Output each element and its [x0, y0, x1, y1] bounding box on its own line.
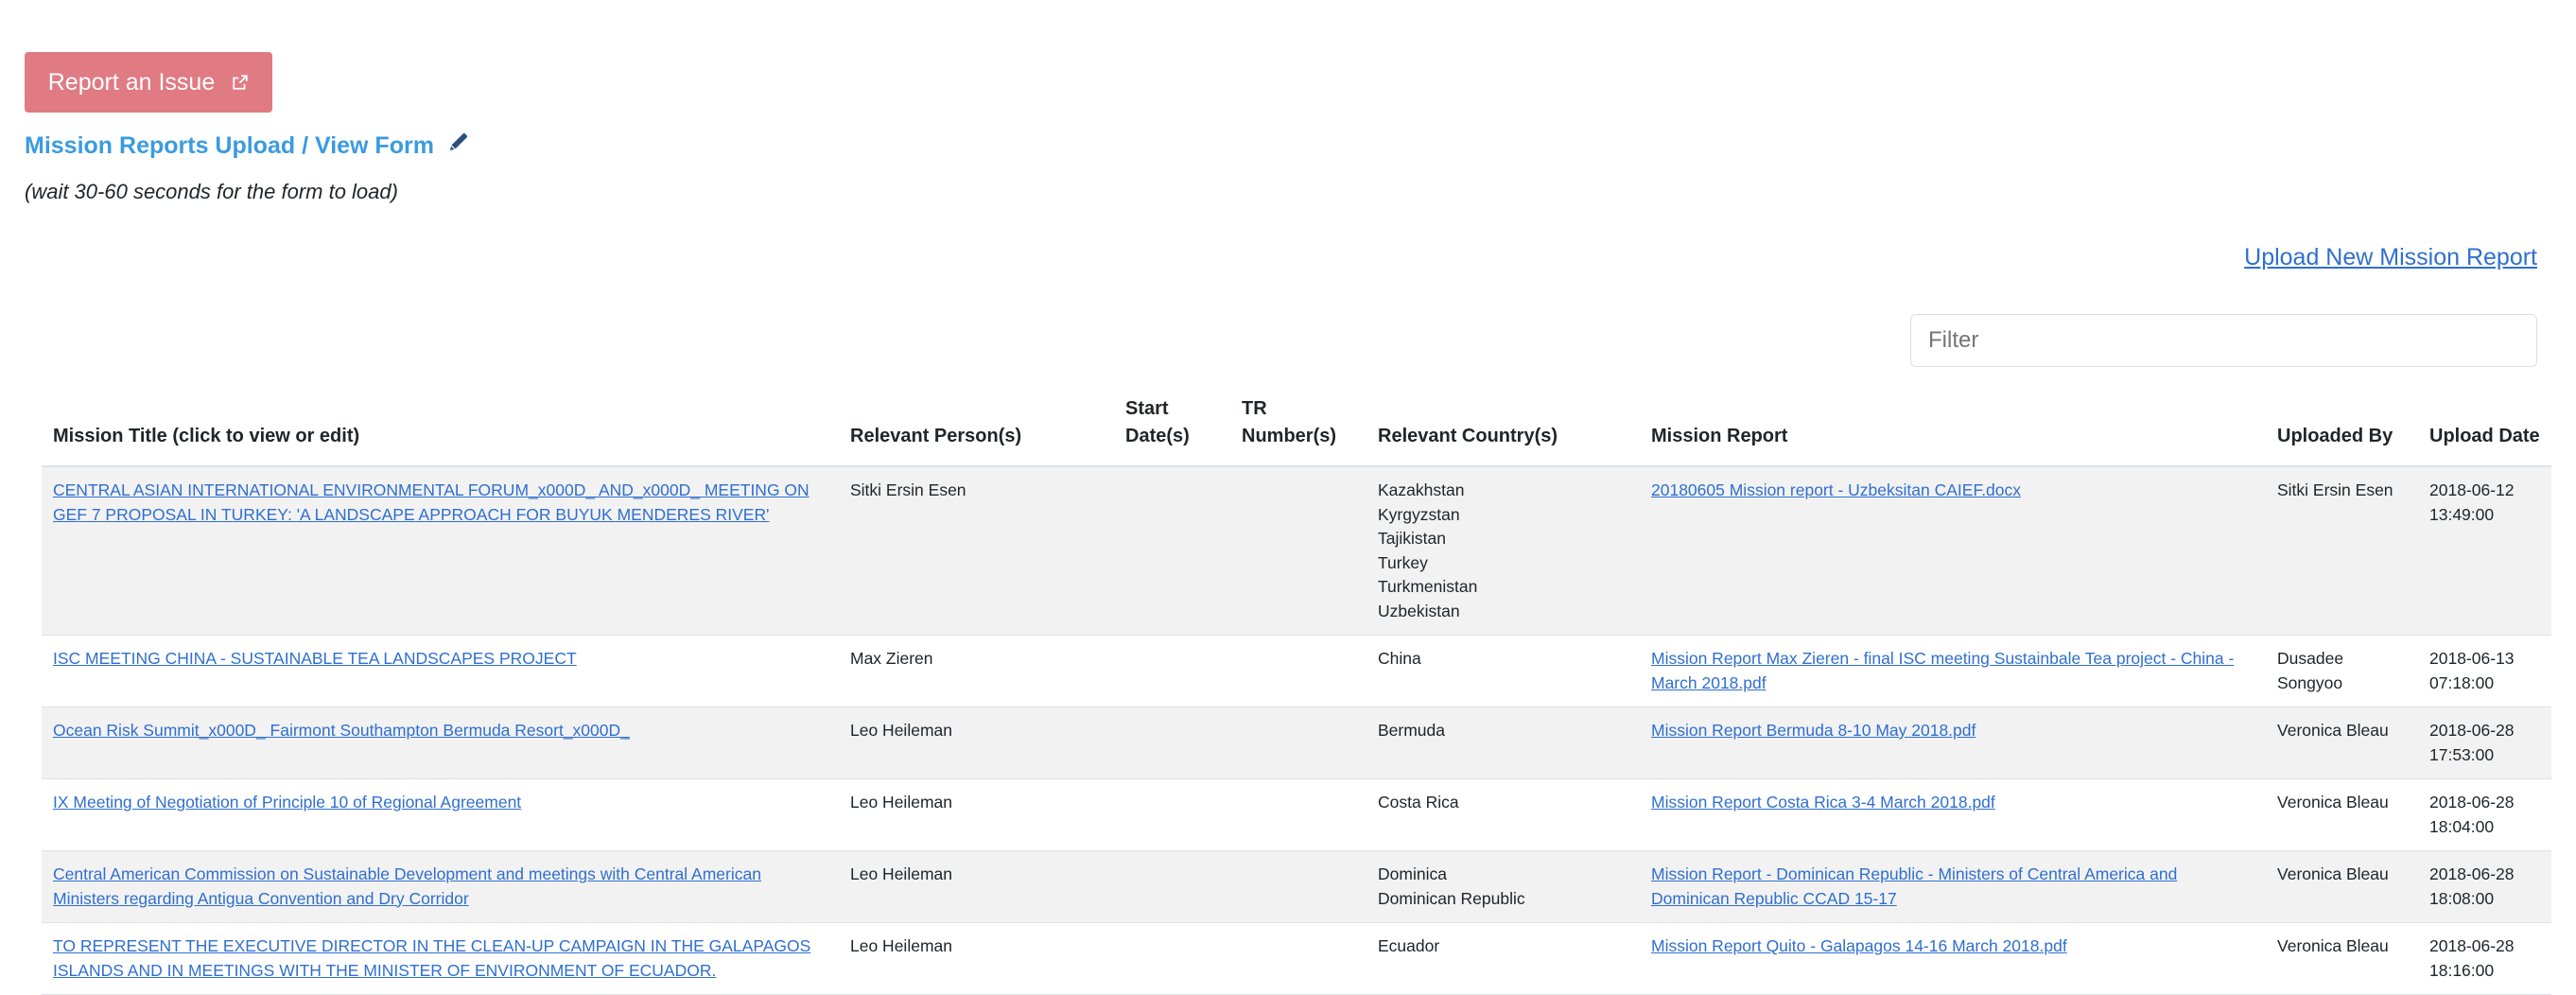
mission-title-link[interactable]: CENTRAL ASIAN INTERNATIONAL ENVIRONMENTAL FORUM_x000D_ AND_x000D_ MEETING ON GEF 7 PROPOSAL IN TURKEY: 'A LANDSCAPE APPROACH FOR BUYUK MENDERES RIVER': [53, 480, 809, 524]
filter-input[interactable]: [1910, 314, 2537, 367]
cell-relevant-persons: Leo Heileman: [839, 923, 1114, 995]
cell-upload-date: [2418, 707, 2551, 779]
mission-title-link[interactable]: Central American Commission on Sustainable Development and meetings with Central American Ministers regarding Antigua Convention and Dry Corridor: [53, 864, 761, 908]
country: Ecuador: [1378, 936, 1440, 955]
upload-date: 2018-06-12: [2429, 480, 2515, 499]
header-tr-numbers[interactable]: [1230, 388, 1366, 466]
table-row: [42, 466, 2551, 636]
cell-mission-report: [1640, 779, 2266, 851]
report-issue-button[interactable]: [25, 52, 272, 113]
cell-uploaded-by: Veronica Bleau: [2266, 923, 2418, 995]
cell-relevant-persons: Max Zieren: [839, 636, 1114, 707]
cell-relevant-countries: [1366, 779, 1640, 851]
cell-relevant-persons: Leo Heileman: [839, 707, 1114, 779]
country: Kyrgyzstan: [1378, 504, 1460, 524]
cell-tr-numbers: [1230, 707, 1366, 779]
header-mission-title[interactable]: Mission Title (click to view or edit): [42, 388, 839, 466]
cell-start-dates: [1114, 707, 1230, 779]
upload-date: 2018-06-28: [2429, 936, 2515, 955]
cell-upload-date: [2418, 779, 2551, 851]
country: Dominican Republic: [1378, 888, 1525, 908]
mission-report-file-link[interactable]: 20180605 Mission report - Uzbeksitan CAIEF.docx: [1651, 480, 2022, 499]
upload-time: 18:16:00: [2429, 960, 2495, 980]
mission-report-file-link[interactable]: Mission Report Quito - Galapagos 14-16 March 2018.pdf: [1651, 936, 2067, 955]
country: Tajikistan: [1378, 529, 1446, 548]
cell-relevant-countries: [1366, 851, 1640, 923]
header-start-dates[interactable]: [1114, 388, 1230, 466]
cell-uploaded-by: Dusadee Songyoo: [2266, 636, 2418, 707]
cell-mission-report: [1640, 466, 2266, 636]
header-uploaded-by[interactable]: Uploaded By: [2266, 388, 2418, 466]
header-start-line2: Date(s): [1125, 426, 1190, 446]
table-header-row: [42, 388, 2551, 466]
form-title-link[interactable]: [25, 132, 470, 160]
header-relevant-persons[interactable]: Relevant Person(s): [839, 388, 1114, 466]
mission-title-link[interactable]: IX Meeting of Negotiation of Principle 10 of Regional Agreement: [53, 793, 522, 812]
cell-mission-report: [1640, 851, 2266, 923]
cell-uploaded-by: Veronica Bleau: [2266, 779, 2418, 851]
table-row: [42, 636, 2551, 707]
country: Bermuda: [1378, 721, 1446, 740]
cell-tr-numbers: [1230, 636, 1366, 707]
cell-upload-date: [2418, 851, 2551, 923]
cell-uploaded-by: Veronica Bleau: [2266, 707, 2418, 779]
cell-relevant-countries: [1366, 466, 1640, 636]
cell-relevant-countries: [1366, 707, 1640, 779]
cell-mission-title: [42, 636, 839, 707]
cell-upload-date: [2418, 466, 2551, 636]
pencil-icon[interactable]: [447, 131, 470, 153]
country: Turkey: [1378, 552, 1428, 572]
country: Costa Rica: [1378, 793, 1459, 812]
upload-time: 17:53:00: [2429, 744, 2495, 764]
cell-mission-title: [42, 707, 839, 779]
mission-title-link[interactable]: ISC MEETING CHINA - SUSTAINABLE TEA LANDSCAPES PROJECT: [53, 649, 577, 668]
country: Uzbekistan: [1378, 601, 1460, 620]
table-row: [42, 851, 2551, 923]
wait-note: (wait 30-60 seconds for the form to load): [25, 180, 398, 203]
cell-tr-numbers: [1230, 851, 1366, 923]
header-mission-report[interactable]: Mission Report: [1640, 388, 2266, 466]
mission-title-link[interactable]: Ocean Risk Summit_x000D_ Fairmont Southampton Bermuda Resort_x000D_: [53, 721, 630, 740]
cell-mission-report: [1640, 923, 2266, 995]
header-tr-line2: Number(s): [1242, 426, 1337, 446]
mission-report-file-link[interactable]: Mission Report Bermuda 8-10 May 2018.pdf: [1651, 721, 1976, 740]
cell-start-dates: [1114, 466, 1230, 636]
cell-relevant-persons: Leo Heileman: [839, 779, 1114, 851]
upload-time: 18:04:00: [2429, 816, 2495, 836]
cell-tr-numbers: [1230, 923, 1366, 995]
cell-uploaded-by: Sitki Ersin Esen: [2266, 466, 2418, 636]
cell-mission-title: [42, 466, 839, 636]
country: Turkmenistan: [1378, 577, 1478, 596]
upload-date: 2018-06-28: [2429, 793, 2515, 812]
form-title-text: Mission Reports Upload / View Form: [25, 132, 434, 159]
header-start-line1: Start: [1125, 398, 1169, 419]
table-row: [42, 923, 2551, 995]
mission-reports-table: [42, 388, 2551, 995]
cell-start-dates: [1114, 779, 1230, 851]
mission-title-link[interactable]: TO REPRESENT THE EXECUTIVE DIRECTOR IN THE CLEAN-UP CAMPAIGN IN THE GALAPAGOS ISLANDS AND IN MEETINGS WITH THE MINISTER OF ENVIRONMENT OF ECUADOR.: [53, 936, 811, 980]
cell-tr-numbers: [1230, 779, 1366, 851]
country: Dominica: [1378, 864, 1447, 883]
header-tr-line1: TR: [1242, 398, 1267, 419]
upload-time: 18:08:00: [2429, 888, 2495, 908]
upload-date: 2018-06-28: [2429, 864, 2515, 883]
cell-relevant-persons: Leo Heileman: [839, 851, 1114, 923]
cell-start-dates: [1114, 851, 1230, 923]
mission-report-file-link[interactable]: Mission Report Max Zieren - final ISC meeting Sustainbale Tea project - China - March 2018.pdf: [1651, 649, 2235, 692]
cell-mission-report: [1640, 636, 2266, 707]
cell-relevant-countries: [1366, 923, 1640, 995]
upload-date: 2018-06-28: [2429, 721, 2515, 740]
cell-relevant-countries: [1366, 636, 1640, 707]
report-issue-label: Report an Issue: [47, 68, 216, 96]
cell-upload-date: [2418, 636, 2551, 707]
cell-start-dates: [1114, 923, 1230, 995]
cell-uploaded-by: Veronica Bleau: [2266, 851, 2418, 923]
cell-mission-title: [42, 779, 839, 851]
cell-start-dates: [1114, 636, 1230, 707]
upload-date: 2018-06-13: [2429, 649, 2515, 668]
upload-time: 13:49:00: [2429, 504, 2495, 524]
upload-new-report-link[interactable]: Upload New Mission Report: [2244, 244, 2537, 271]
cell-upload-date: [2418, 923, 2551, 995]
cell-mission-title: [42, 851, 839, 923]
mission-report-file-link[interactable]: Mission Report Costa Rica 3-4 March 2018.pdf: [1651, 793, 1995, 812]
cell-relevant-persons: Sitki Ersin Esen: [839, 466, 1114, 636]
table-row: [42, 779, 2551, 851]
header-upload-date[interactable]: Upload Date: [2418, 388, 2551, 466]
cell-mission-report: [1640, 707, 2266, 779]
cell-mission-title: [42, 923, 839, 995]
country: China: [1378, 649, 1421, 668]
header-relevant-countries[interactable]: Relevant Country(s): [1366, 388, 1640, 466]
external-link-icon: [232, 74, 249, 91]
mission-report-file-link[interactable]: Mission Report - Dominican Republic - Ministers of Central America and Dominican Republic CCAD 15-17: [1651, 864, 2178, 908]
upload-time: 07:18:00: [2429, 672, 2495, 692]
cell-tr-numbers: [1230, 466, 1366, 636]
country: Kazakhstan: [1378, 480, 1465, 499]
table-row: [42, 707, 2551, 779]
